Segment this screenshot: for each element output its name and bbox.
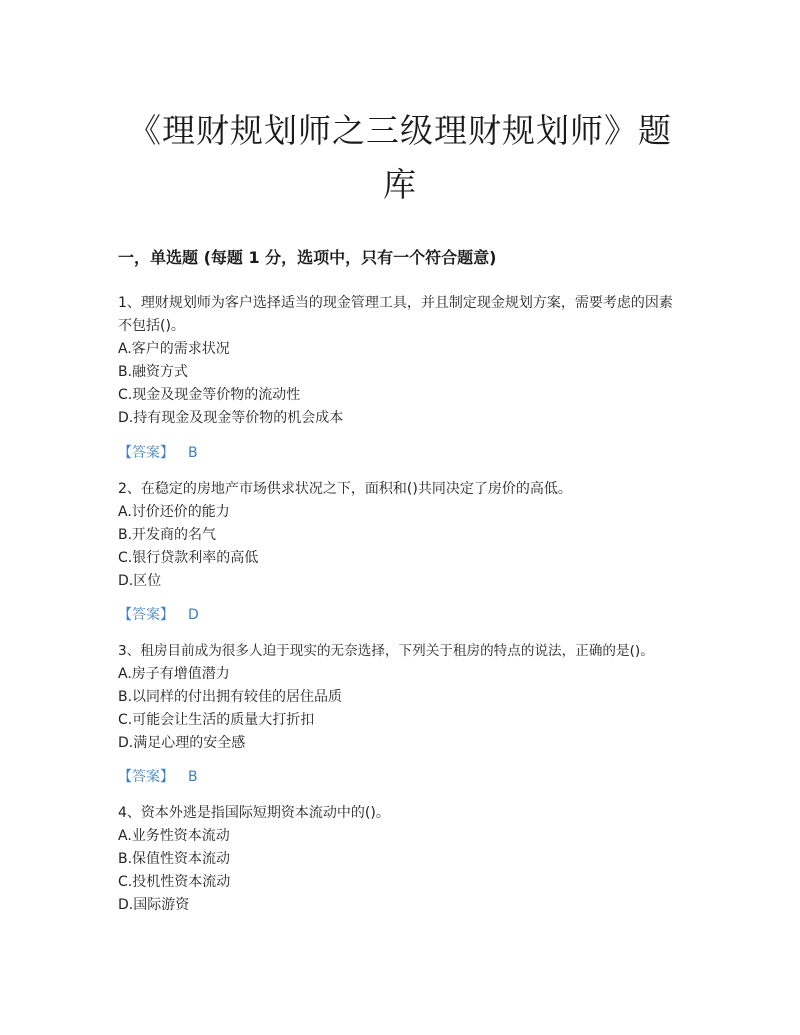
option-a: A.业务性资本流动 [118, 828, 230, 844]
question-stem: 4、资本外逃是指国际短期资本流动中的()。 [118, 805, 390, 821]
document-title-line-1: 《理财规划师之三级理财规划师》题 [128, 111, 672, 150]
answer-value: D [188, 607, 199, 623]
option-d: D.满足心理的安全感 [118, 735, 246, 751]
question-1 [118, 292, 678, 430]
answer-label: 【答案】 [118, 445, 174, 461]
option-d: D.区位 [118, 573, 162, 589]
option-a: A.客户的需求状况 [118, 341, 230, 357]
document-title-line-2: 库 [383, 165, 417, 204]
option-b: B.融资方式 [118, 364, 189, 380]
answer-3 [118, 765, 198, 789]
answer-value: B [188, 769, 198, 785]
option-b: B.保值性资本流动 [118, 851, 231, 867]
answer-label: 【答案】 [118, 769, 174, 785]
question-stem: 3、租房目前成为很多人迫于现实的无奈选择，下列关于租房的特点的说法，正确的是()。 [118, 643, 654, 659]
option-c: C.银行贷款利率的高低 [118, 550, 259, 566]
option-a: A.讨价还价的能力 [118, 504, 230, 520]
question-2 [118, 478, 678, 593]
option-c: C.可能会让生活的质量大打折扣 [118, 712, 315, 728]
option-d: D.持有现金及现金等价物的机会成本 [118, 410, 344, 426]
answer-label: 【答案】 [118, 607, 174, 623]
option-a: A.房子有增值潜力 [118, 666, 230, 682]
document-title [100, 104, 700, 212]
option-b: B.以同样的付出拥有较佳的居住品质 [118, 689, 343, 705]
question-3 [118, 640, 708, 755]
option-c: C.现金及现金等价物的流动性 [118, 387, 301, 403]
answer-value: B [188, 445, 198, 461]
question-stem: 2、在稳定的房地产市场供求状况之下，面积和()共同决定了房价的高低。 [118, 481, 572, 497]
section-heading: 一，单选题 (每题 1 分，选项中，只有一个符合题意) [118, 248, 497, 267]
option-b: B.开发商的名气 [118, 527, 217, 543]
answer-2 [118, 603, 199, 627]
option-c: C.投机性资本流动 [118, 874, 231, 890]
answer-1 [118, 441, 198, 465]
question-4 [118, 802, 678, 917]
option-d: D.国际游资 [118, 897, 190, 913]
question-stem: 1、理财规划师为客户选择适当的现金管理工具，并且制定现金规划方案，需要考虑的因素不包括()。 [118, 295, 673, 334]
